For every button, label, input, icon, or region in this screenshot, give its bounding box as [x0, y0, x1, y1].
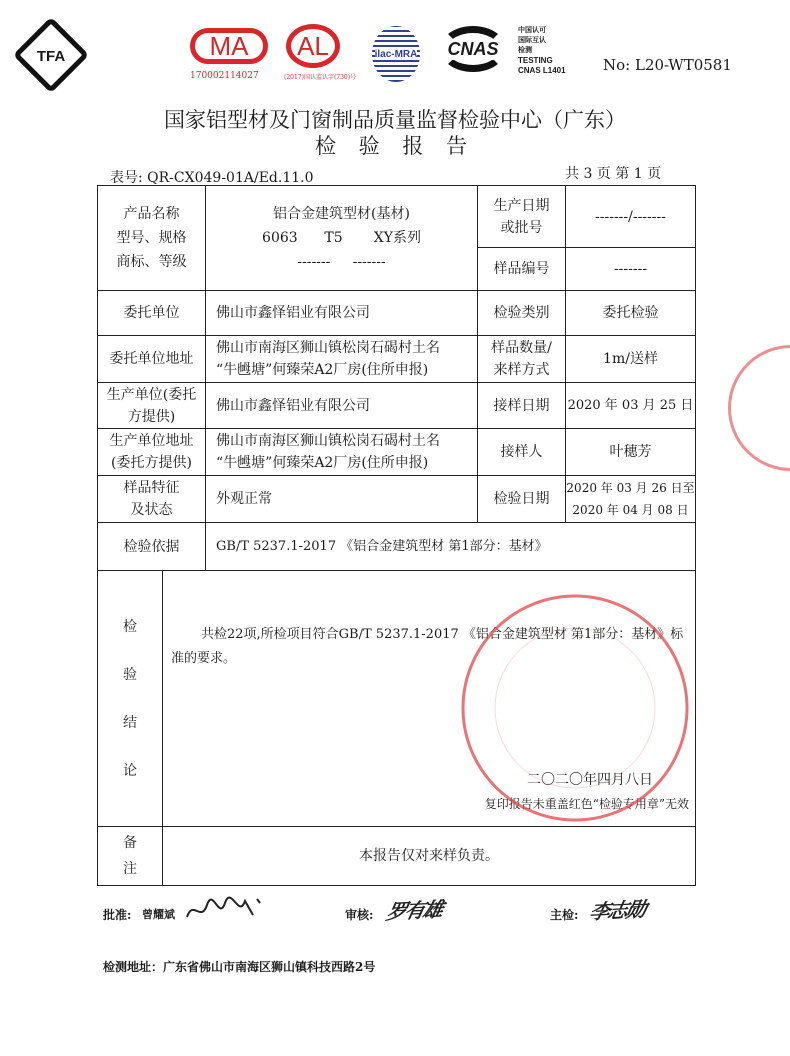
review-signature: 罗有雄 [384, 897, 444, 924]
receiver-value: 叶穗芳 [565, 428, 696, 476]
conclusion-text: 共检22项,所检项目符合GB/T 5237.1-2017 《铝合金建筑型材 第1部分：基材》标准的要求。 [171, 627, 684, 666]
producer-value: 佛山市鑫怿铝业有限公司 [205, 382, 478, 429]
approve-name: 曾耀斌 [142, 908, 175, 921]
conclusion-label: 检 验 结 论 [97, 570, 163, 827]
sample-no-label: 样品编号 [477, 247, 566, 291]
cal-logo: AL [286, 24, 340, 68]
receive-date-value: 2020 年 03 月 25 日 [565, 382, 696, 429]
ilac-mra-logo: ilac-MRA [372, 26, 420, 82]
remarks-value: 本报告仅对来样负责。 [162, 826, 696, 886]
review-label: 审核: [345, 908, 374, 922]
basis-label: 检验依据 [97, 522, 206, 571]
approve-label: 批准: [103, 908, 132, 922]
producer-label: 生产单位(委托方提供) [97, 382, 206, 429]
receive-date-label: 接样日期 [477, 382, 566, 429]
producer-address-value: 佛山市南海区狮山镇松岗石碣村土名 “牛乸塘”何臻荣A2厂房(住所申报) [205, 428, 478, 476]
sample-no-value: ------- [565, 247, 696, 291]
prod-date-label: 生产日期或批号 [477, 185, 566, 248]
tfa-logo-text: TFA [36, 47, 66, 65]
product-values: 铝合金建筑型材(基材) 6063 T5 XY系列 ------- ------- [205, 185, 478, 291]
cnas-logo: CNAS [440, 26, 506, 72]
approve-signature [183, 895, 263, 925]
edge-stamp [728, 345, 790, 471]
basis-value: GB/T 5237.1-2017 《铝合金建筑型材 第1部分：基材》 [205, 522, 696, 571]
prod-date-value: -------/------- [565, 185, 696, 248]
cal-text: (2017)国认监认字(730)号 [284, 74, 357, 81]
report-title: 国家铝型材及门窗制品质量监督检验中心（广东） [164, 108, 626, 132]
cnas-text: 中国认可 国际互认 检测 TESTING CNAS L1401 [518, 27, 566, 75]
cma-number: 170002114027 [190, 71, 259, 81]
feature-value: 外观正常 [205, 475, 478, 523]
test-date-label: 检验日期 [477, 475, 566, 523]
quantity-value: 1m/送样 [565, 335, 696, 383]
test-type-label: 检验类别 [477, 290, 566, 336]
lab-address: 检测地址：广东省佛山市南海区狮山镇科技西路2号 [103, 960, 376, 974]
conclusion-date: 二〇二〇年四月八日 [527, 772, 653, 788]
producer-address-label: 生产单位地址(委托方提供) [97, 428, 206, 476]
report-number: No: L20-WT0581 [603, 56, 732, 74]
client-value: 佛山市鑫怿铝业有限公司 [205, 290, 478, 336]
receiver-label: 接样人 [477, 428, 566, 476]
copy-notice: 复印报告未重盖红色“检验专用章”无效 [484, 797, 689, 811]
feature-label: 样品特征及状态 [97, 475, 206, 523]
product-labels: 产品名称 型号、规格 商标、等级 [97, 185, 206, 291]
client-label: 委托单位 [97, 290, 206, 336]
report-subtitle: 检 验 报 告 [314, 134, 476, 158]
inspect-signature: 李志勋 [587, 897, 647, 924]
page-info: 共 3 页 第 1 页 [565, 166, 662, 182]
quantity-label: 样品数量/来样方式 [477, 335, 566, 383]
inspection-stamp [455, 590, 695, 840]
test-date-value: 2020 年 03 月 26 日至 2020 年 04 月 08 日 [565, 475, 696, 523]
client-address-value: 佛山市南海区狮山镇松岗石碣村土名 “牛乸塘”何臻荣A2厂房(住所申报) [205, 335, 478, 383]
cma-logo: MA [190, 28, 268, 64]
inspect-label: 主检: [550, 908, 579, 922]
test-type-value: 委托检验 [565, 290, 696, 336]
remarks-label: 备 注 [97, 826, 163, 886]
form-number: 表号: QR-CX049-01A/Ed.11.0 [110, 170, 314, 186]
client-address-label: 委托单位地址 [97, 335, 206, 383]
